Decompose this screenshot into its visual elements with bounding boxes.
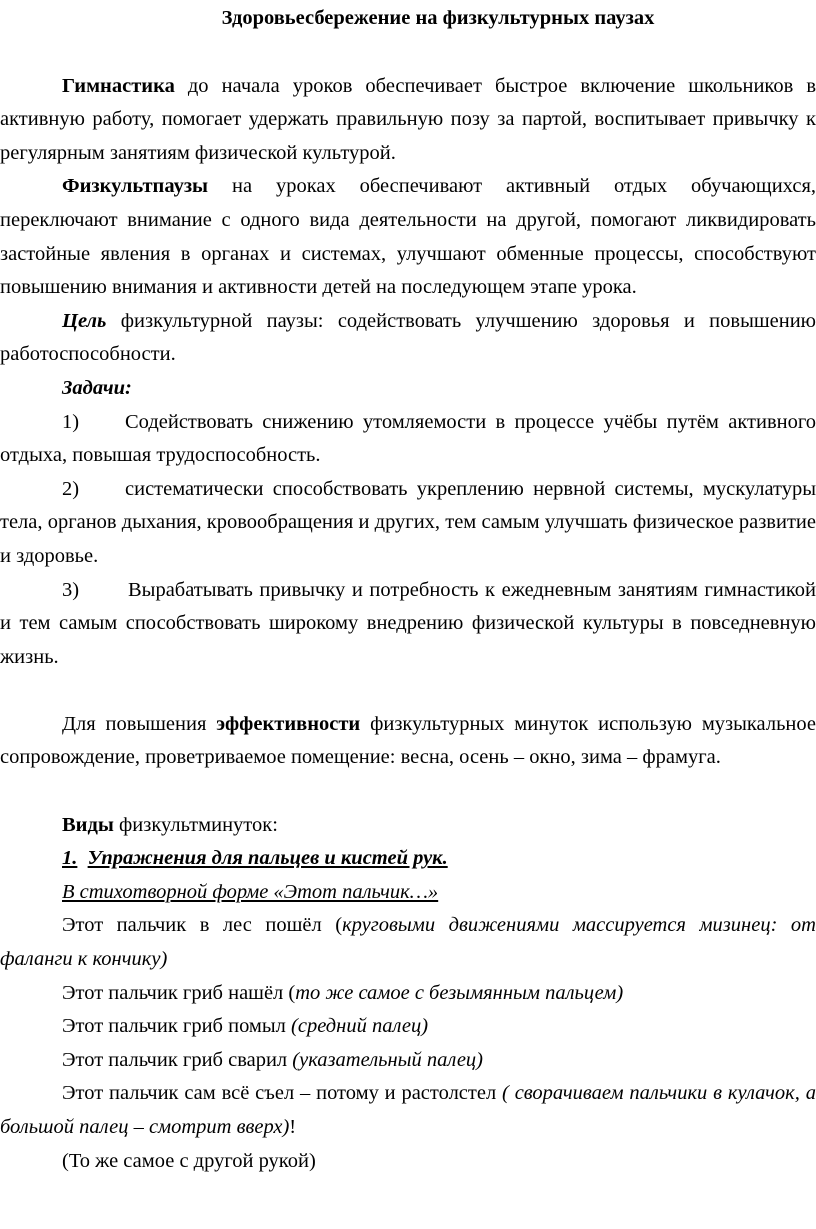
paragraph-gymnastics (0, 70, 816, 171)
task-number: 3) (62, 578, 80, 601)
task-item-3 (0, 574, 816, 675)
poem-line-4 (0, 1044, 816, 1078)
poem-note: (указательный палец) (292, 1048, 484, 1071)
term-pauses: Физкультпаузы (62, 175, 209, 198)
paragraph-goal (0, 305, 816, 372)
kinds-line (0, 809, 816, 843)
poem-tail: ! (289, 1116, 297, 1138)
paragraph-pauses (0, 170, 816, 304)
paragraph-effectiveness-post: физкультурных минуток использую музыкальное сопровождение, проветриваемое помещение: весна, осень – окно, зима – фрамуга. (0, 712, 816, 769)
kinds-text: физкультминуток: (113, 813, 278, 836)
term-gymnastics: Гимнастика (62, 74, 175, 97)
task-item-1 (0, 406, 816, 473)
document-title: Здоровьесбережение на физкультурных паузах (221, 7, 655, 29)
closing-line: (То же самое с другой рукой) (62, 1149, 316, 1172)
paragraph-goal-text: физкультурной паузы: содействовать улучшению здоровья и повышению работоспособности. (0, 309, 816, 366)
blank-line (0, 775, 816, 809)
tasks-heading (0, 372, 816, 406)
term-goal: Цель (62, 309, 107, 332)
task-number: 2) (62, 477, 80, 500)
poem-text: Этот пальчик гриб нашёл ( (62, 981, 296, 1004)
paragraph-pauses-text: на уроках обеспечивают активный отдых обучающихся, переключают внимание с одного вида деятельности на другой, помогают ликвидировать застойные явления в органах и системах, улучшают обменные процессы, способствуют повышению внимания и активности детей на последующем этапе урока. (0, 175, 816, 299)
poem-text: Этот пальчик в лес пошёл ( (62, 914, 343, 937)
section-subtitle (0, 876, 816, 910)
paragraph-gymnastics-text: до начала уроков обеспечивает быстрое включение школьников в активную работу, помогает удержать правильную позу за партой, воспитывает привычку к регулярным занятиям физической культурой. (0, 74, 816, 164)
section-number: 1. (62, 847, 78, 870)
paragraph-effectiveness-pre: Для повышения (62, 712, 217, 735)
paragraph-effectiveness (0, 708, 816, 775)
poem-line-3 (0, 1010, 816, 1044)
tasks-heading-text: Задачи: (62, 376, 132, 399)
section-subtitle-text: В стихотворной форме «Этот пальчик…» (62, 880, 439, 903)
poem-text: Этот пальчик гриб сварил (62, 1048, 293, 1071)
poem-note: ( сворачиваем пальчики в кулачок, а большой палец – смотрит вверх) (0, 1082, 816, 1138)
poem-note: (средний палец) (291, 1015, 429, 1038)
task-text: Содействовать снижению утомляемости в процессе учёбы путём активного отдыха, повышая трудоспособность. (0, 410, 816, 467)
task-text: Вырабатывать привычку и потребность к ежедневным занятиям гимнастикой и тем самым способствовать широкому внедрению физической культуры в повседневную жизнь. (0, 578, 816, 668)
term-effectiveness: эффективности (216, 712, 361, 735)
poem-text: Этот пальчик гриб помыл (62, 1015, 292, 1038)
section-title-text: Упражнения для пальцев и кистей рук. (87, 847, 448, 870)
task-text: систематически способствовать укреплению нервной системы, мускулатуры тела, органов дыхания, кровообращения и других, тем самым улучшать физическое развитие и здоровье. (0, 477, 816, 567)
task-item-2 (0, 473, 816, 574)
poem-line-5 (0, 1077, 816, 1144)
blank-line (0, 674, 816, 708)
section-title (0, 842, 816, 876)
poem-text: Этот пальчик сам всё съел – потому и растолстел (62, 1082, 503, 1105)
task-number: 1) (62, 410, 80, 433)
poem-line-2 (0, 977, 816, 1011)
term-kinds: Виды (62, 813, 114, 836)
poem-note: круговыми движениями массируется мизинец: от фаланги к кончику) (0, 914, 816, 971)
poem-line-1 (0, 909, 816, 976)
poem-note: то же самое с безымянным пальцем) (295, 981, 624, 1004)
